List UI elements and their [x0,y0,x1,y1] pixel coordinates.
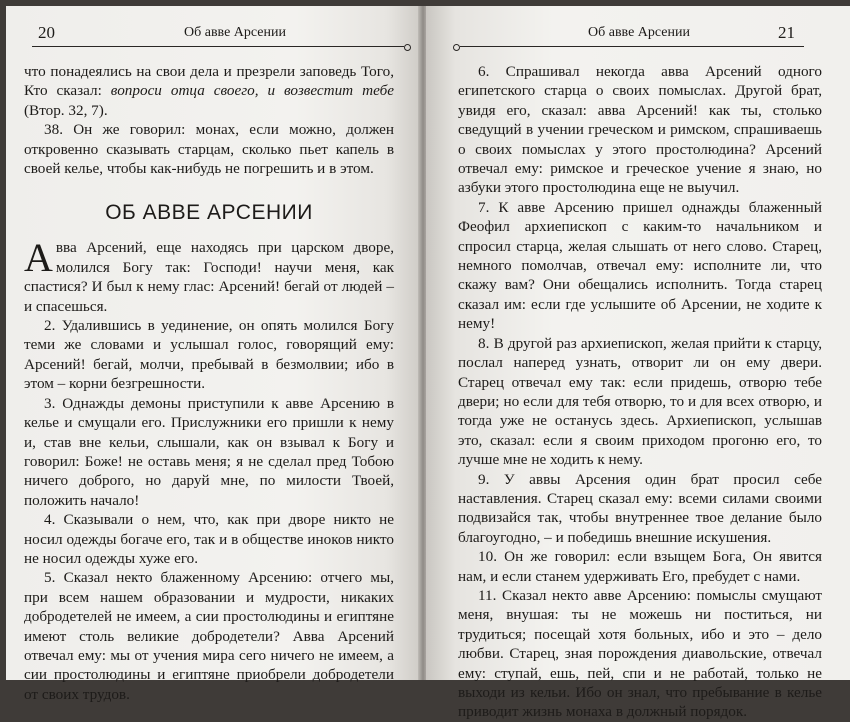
paragraph: 8. В другой раз архиепископ, желая прийти к старцу, послал наперед узнать, отворит ли он ему двери. Старец отвечал ему так: если придешь, отворю тебе двери; но если для тебя отворю, то и для всех отворю, и тогда уже не останусь здесь. Архиепископ, услышав это, сказал: если я своим приходом прогоню его, то лучше мне не ходить к нему. [458,334,822,469]
paragraph: 5. Сказал некто блаженному Арсению: отчего мы, при всем нашем образовании и мудрости, никаких добродетелей не имеем, а сии простолюдины и египтяне имеют столь великие добродетели? Авва Арсений отвечал ему: мы от учения мира сего ничего не имеем, а сии простолюдины и египтяне приобрели добродетели от своих трудов. [24,569,394,703]
header-rule [460,46,804,47]
page-number: 21 [778,23,795,42]
right-page [426,6,850,721]
header-rule [32,46,404,47]
paragraph: 2. Удалившись в уединение, он опять молился Богу теми же словами и услышал голос, говорящий ему: Арсений! бегай, молчи, пребывай в безмолвии; ибо в этом – корни безгрешности. [24,317,394,393]
left-text-column [24,62,394,704]
running-head: Об авве Арсении [184,25,286,40]
paragraph: 7. К авве Арсению пришел однажды блаженный Феофил архиепископ с каким-то начальником и спросил старца, желая слышать от него слово. Старец, немного помолчав, отвечал ему: исполните ли, что скажу вам? Они обещались исполнить. Тогда старец сказал им: если где услышите об Арсении, не ходите к нему! [458,198,822,333]
left-page [6,6,420,703]
left-page-header [6,22,420,50]
paragraph: 11. Сказал некто авве Арсению: помыслы смущают меня, внушая: ты не можешь ни поститься, ни трудиться; посещай хотя больных, ибо и это – дело любви. Старец, зная порождения диавольские, отвечал ему: ступай, ешь, пей, спи и не работай, только не выходи из кельи. Ибо он знал, что пребывание в келье приводит жизнь монаха в должный порядок. [458,586,822,721]
paragraph: Авва Арсений, еще находясь при царском дворе, молился Богу так: Господи! научи меня, как спастися? И был к нему глас: Арсений! бегай от людей – и спасешься. [24,235,394,315]
page-number: 20 [38,23,55,42]
paragraph: 10. Он же говорил: если взыщем Бога, Он явится нам, и если станем удерживать Его, пребудет с нами. [458,548,822,585]
paragraph: 3. Однажды демоны приступили к авве Арсению в келье и смущали его. Прислужники его пришли к нему и, став вне кельи, слышали, как он взывал к Богу и говорил: Боже! не оставь меня; я не сделал пред Тобою ничего доброго, но даруй мне, по милости Твоей, положить начало! [24,394,394,509]
paragraph: 38. Он же говорил: монах, если можно, должен откровенно сказывать старцам, сколько пьет капель в своей келье, чтобы как-нибудь не погрешить и в этом. [24,121,394,178]
paragraph: 6. Спрашивал некогда авва Арсений одного египетского старца о своих помыслах. Другой брат, увидя его, сказал: авва Арсений! как ты, столько сведущий в учении греческом и римском, спрашиваешь о своих помыслах у этого простолюдина? Арсений отвечал ему: римское и греческое учение я знаю, но азбуки этого простолюдина еще не выучил. [458,63,822,197]
paragraph: что понадеялись на свои дела и презрели заповедь Того, Кто сказал: вопроси отца своего, и возвестит тебе (Втор. 32, 7). [24,63,394,119]
section-title: ОБ АВВЕ АРСЕНИИ [105,201,313,225]
running-head: Об авве Арсении [588,25,690,40]
paragraph: 4. Сказывали о нем, что, как при дворе никто не носил одежды богаче его, так и в обществе иноков никто не носил одежды хуже его. [24,511,394,567]
right-text-column [458,62,822,722]
drop-cap: А [24,235,53,281]
right-page-header [426,22,850,50]
paragraph: 9. У аввы Арсения один брат просил себе наставления. Старец сказал ему: всеми силами своими подвизайся так, чтобы внутреннее твое делание было благоугодно, – и победишь внешние искушения. [458,470,822,546]
